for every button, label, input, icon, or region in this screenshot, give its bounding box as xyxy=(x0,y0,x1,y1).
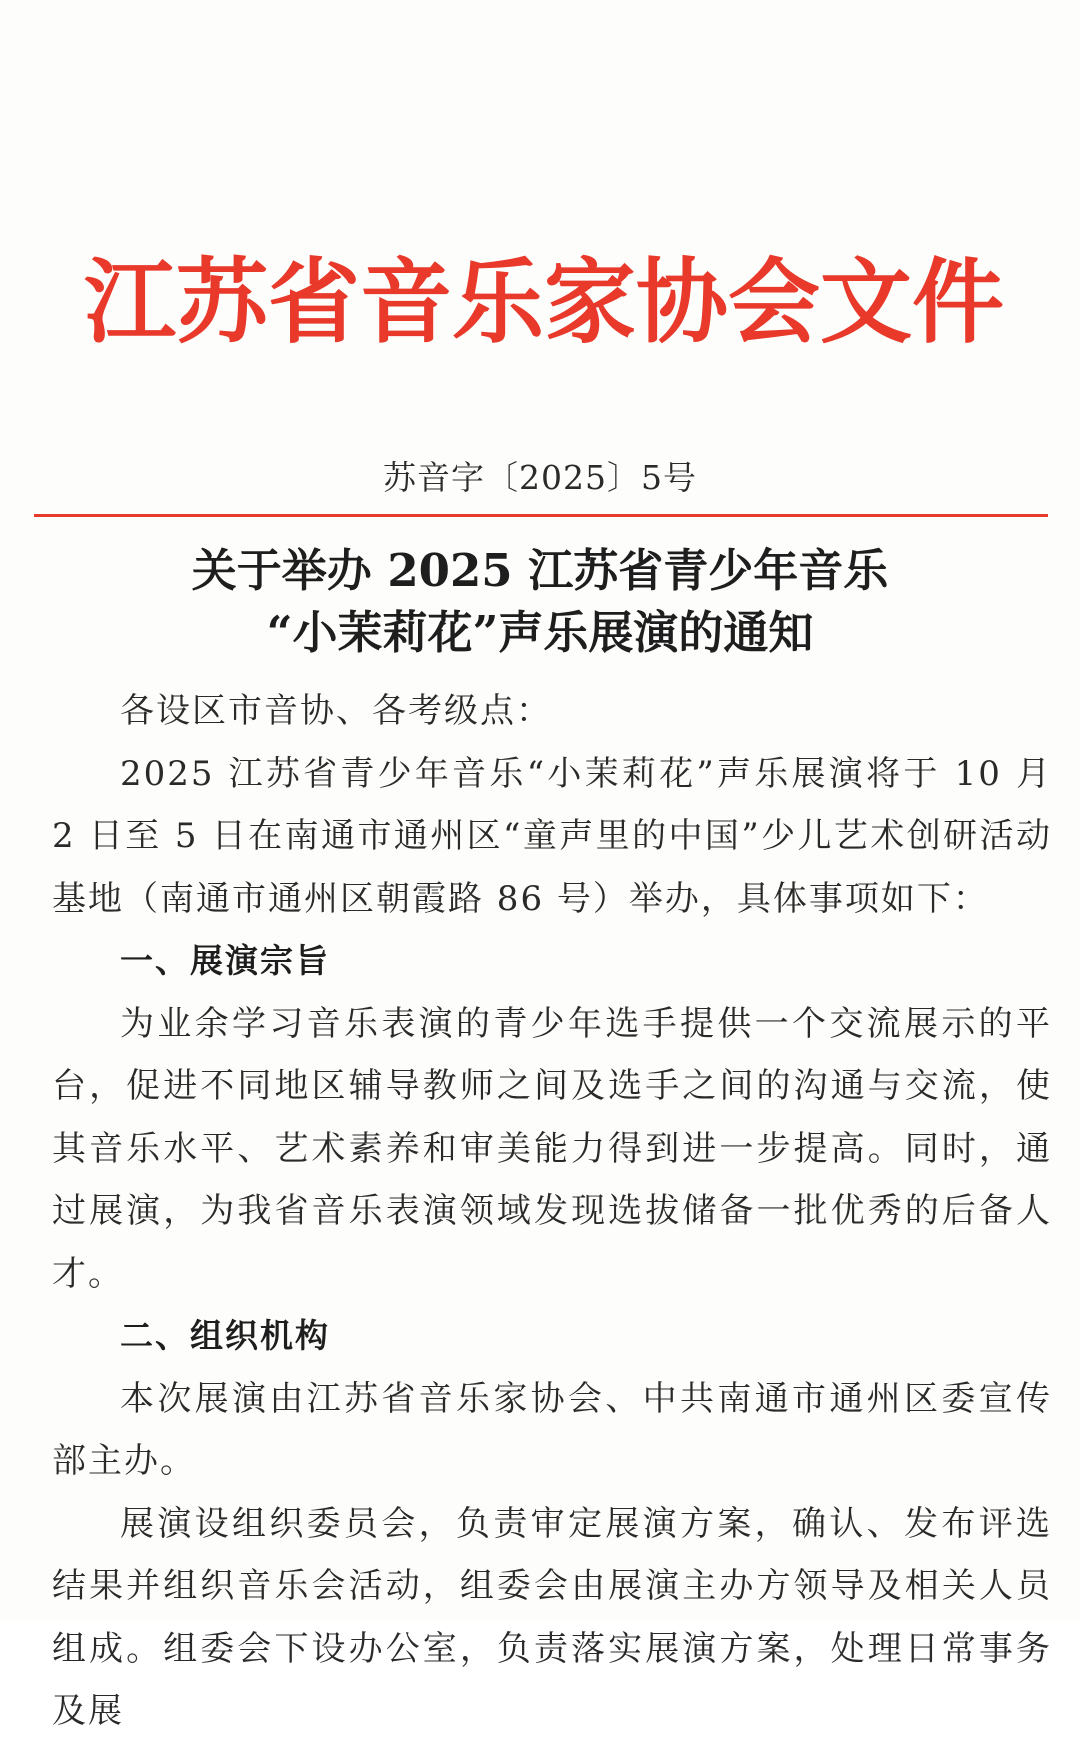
red-divider-line xyxy=(34,514,1048,517)
document-title xyxy=(0,540,1080,664)
document-body xyxy=(52,680,1052,1743)
title-line-1: 关于举办 2025 江苏省青少年音乐 xyxy=(191,544,889,597)
document-number: 苏音字〔2025〕5号 xyxy=(383,458,697,497)
org-header-title: 江苏省音乐家协会文件 xyxy=(83,248,1004,356)
intro-paragraph: 2025 江苏省青少年音乐“小茉莉花”声乐展演将于 10 月 2 日至 5 日在南通市通州区“童声里的中国”少儿艺术创研活动基地（南通市通州区朝霞路 86 号）举办，具体事项如下： xyxy=(52,753,1052,919)
section-heading-purpose: 一、展演宗旨 xyxy=(120,941,330,980)
purpose-paragraph: 为业余学习音乐表演的青少年选手提供一个交流展示的平台，促进不同地区辅导教师之间及选手之间的沟通与交流，使其音乐水平、艺术素养和审美能力得到进一步提高。同时，通过展演，为我省音乐表演领域发现选拔储备一批优秀的后备人才。 xyxy=(52,1003,1052,1294)
section-heading-organization: 二、组织机构 xyxy=(120,1316,330,1355)
organization-paragraph-1: 本次展演由江苏省音乐家协会、中共南通市通州区委宣传部主办。 xyxy=(52,1378,1052,1481)
organization-paragraph-2: 展演设组织委员会，负责审定展演方案，确认、发布评选结果并组织音乐会活动，组委会由展演主办方领导及相关人员组成。组委会下设办公室，负责落实展演方案，处理日常事务及展 xyxy=(52,1503,1052,1731)
title-line-2: “小茉莉花”声乐展演的通知 xyxy=(266,606,814,659)
salutation: 各设区市音协、各考级点： xyxy=(120,691,552,731)
